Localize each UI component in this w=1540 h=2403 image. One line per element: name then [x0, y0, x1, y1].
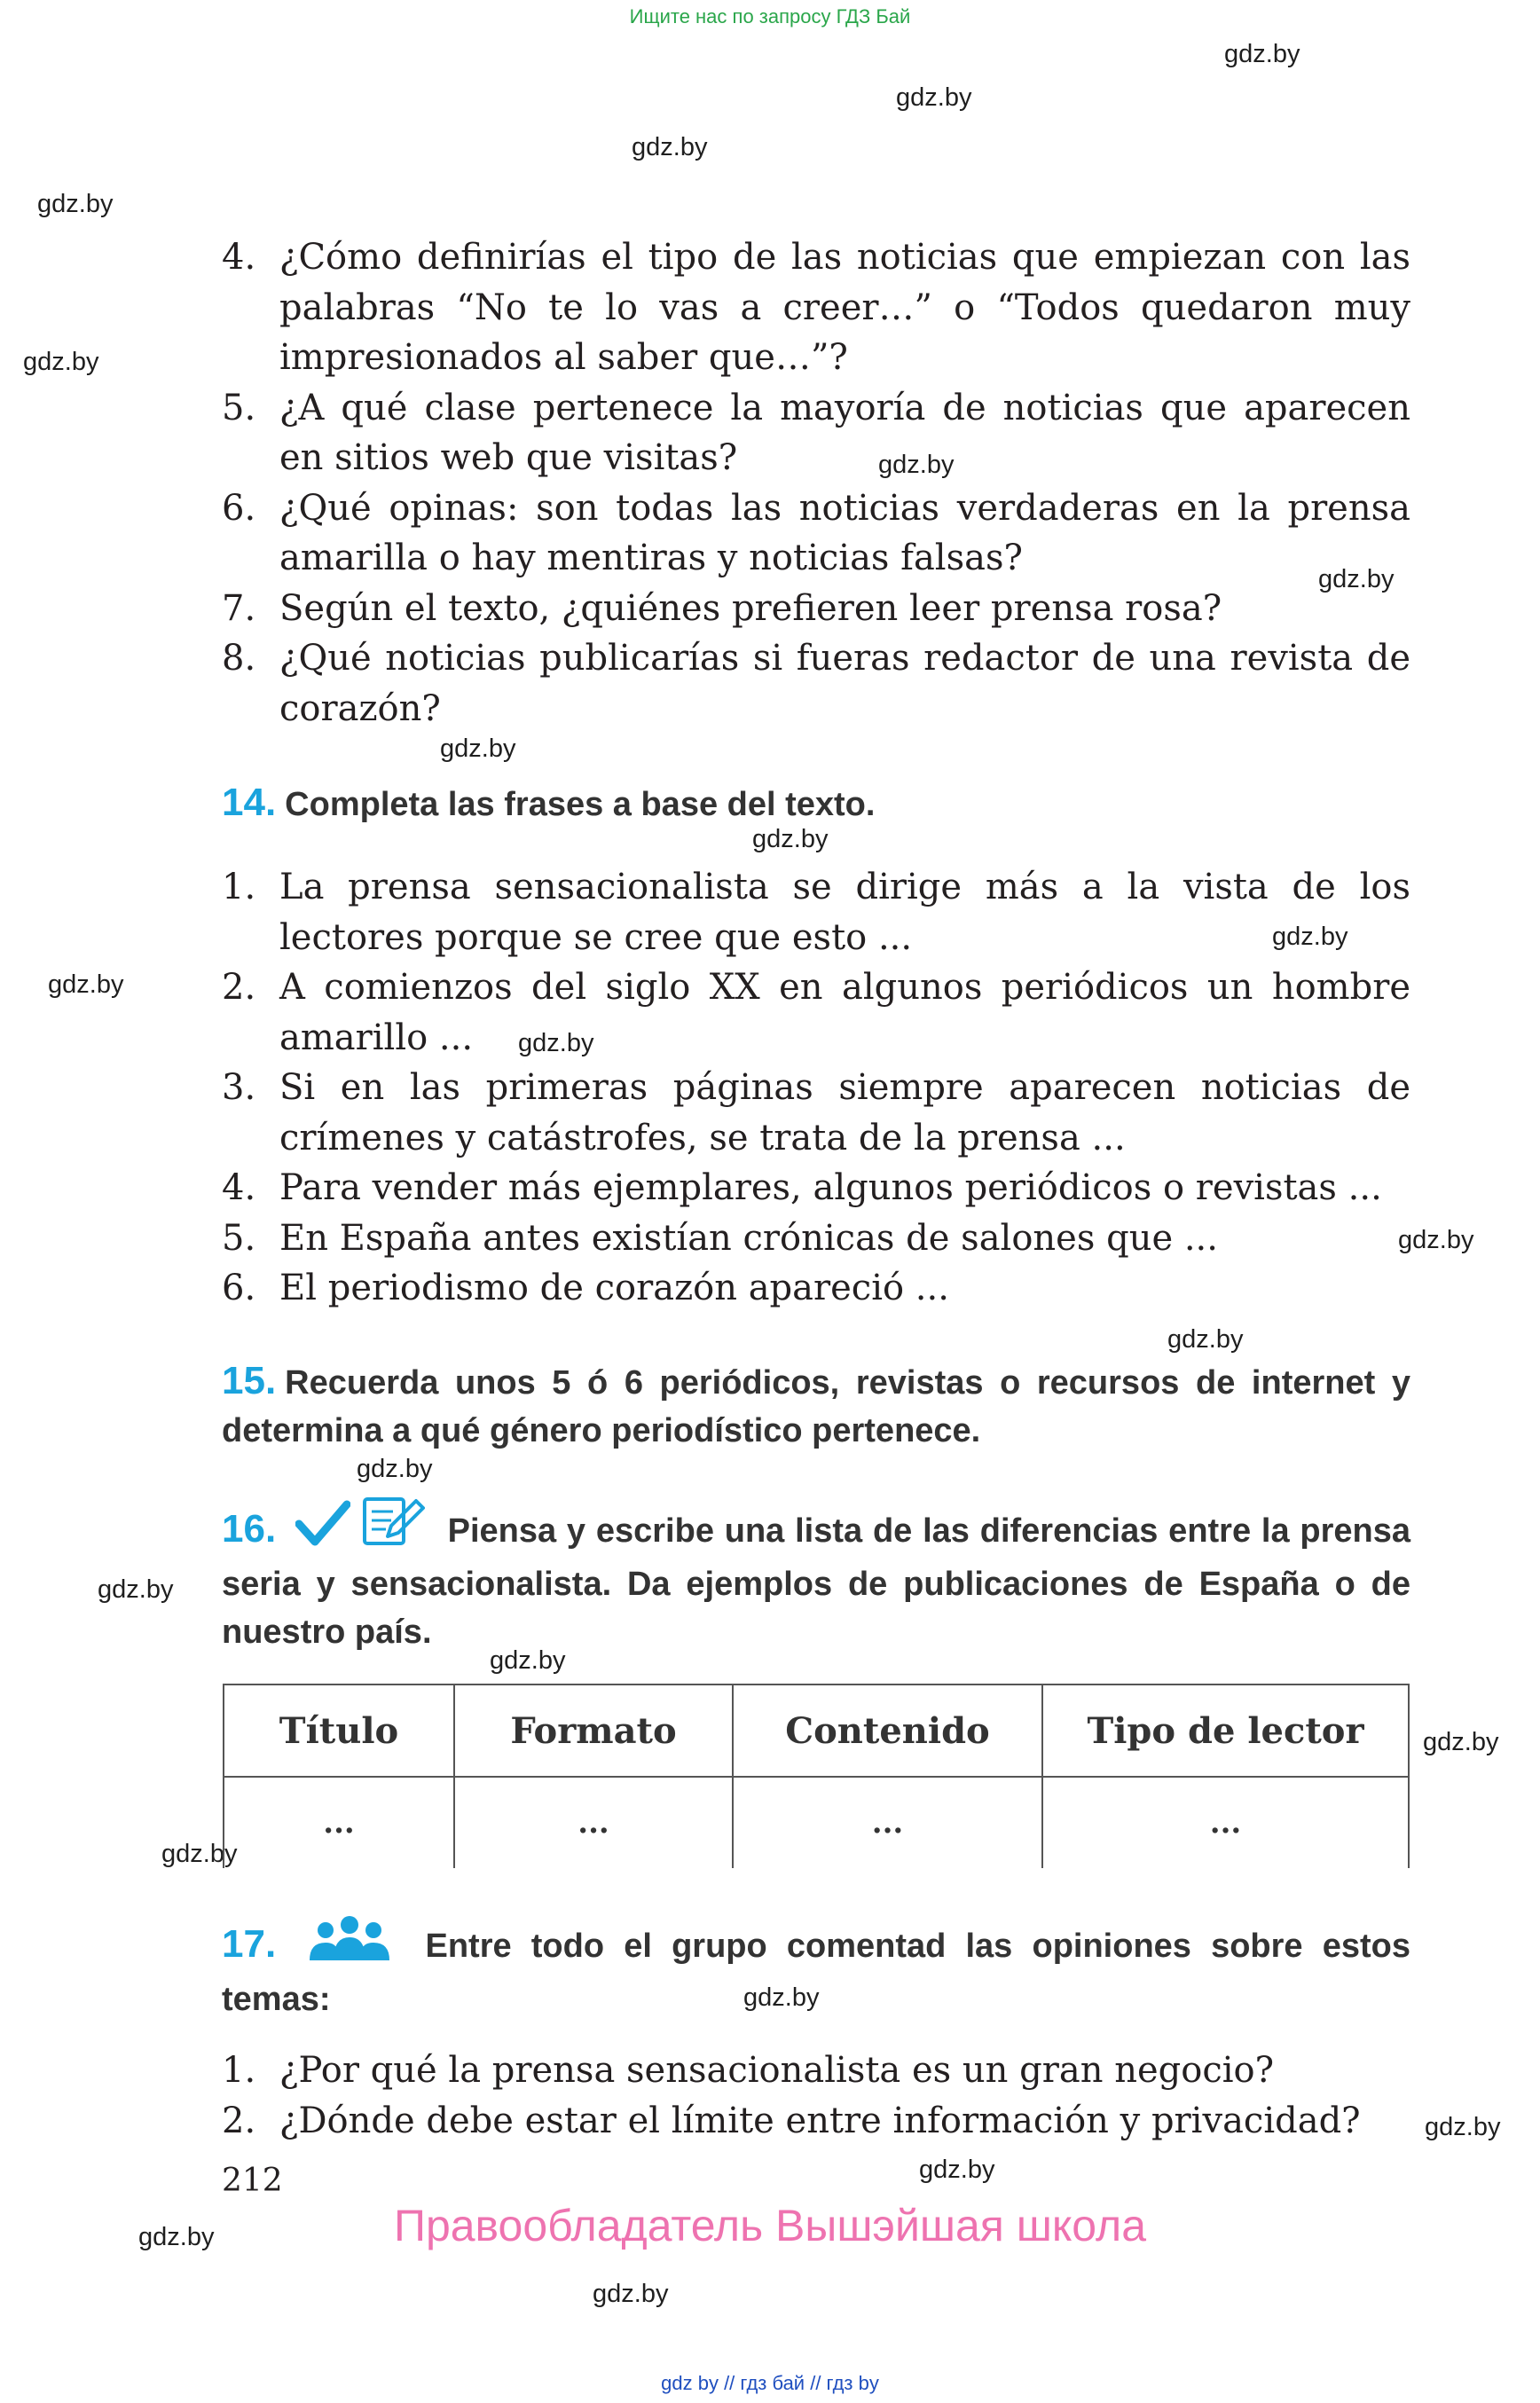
item-text: El periodismo de corazón apareció ... [279, 1268, 949, 1308]
item-text: En España antes existían crónicas de salones que ... [279, 1217, 1218, 1259]
item-text: ¿Qué opinas: son todas las noticias verdaderas en la prensa amarilla o hay mentiras y noticias falsas? [279, 487, 1410, 578]
table-cell: ... [454, 1777, 733, 1868]
list-item [222, 862, 1410, 962]
list-item [222, 1213, 1410, 1264]
item-number: 1. [222, 867, 256, 907]
item-text: ¿Dónde debe estar el límite entre información y privacidad? [279, 2100, 1361, 2141]
watermark: gdz.by [161, 1840, 238, 1868]
list-item [222, 962, 1410, 1063]
item-text: ¿Qué noticias publicarías si fueras redactor de una revista de corazón? [279, 638, 1410, 729]
exercise-17 [222, 1914, 1410, 2023]
list-item [222, 1163, 1410, 1213]
exercise-16 [222, 1496, 1410, 1656]
list-item [222, 2096, 1410, 2147]
table-header: Contenido [733, 1684, 1042, 1777]
item-number: 8. [222, 638, 256, 679]
watermark: gdz.by [1167, 1325, 1244, 1354]
item-number: 3. [222, 1067, 256, 1108]
watermark: gdz.by [1398, 1226, 1474, 1254]
item-number: 7. [222, 587, 256, 629]
item-text: Para vender más ejemplares, algunos periódicos o revistas ... [279, 1167, 1382, 1208]
watermark: gdz.by [1224, 40, 1300, 68]
item-text: ¿Por qué la prensa sensacionalista es un gran negocio? [279, 2050, 1275, 2091]
table-header: Tipo de lector [1042, 1684, 1409, 1777]
watermark: gdz.by [490, 1646, 566, 1675]
comparison-table [223, 1684, 1410, 1868]
question-list [222, 232, 1410, 734]
sentence-list [222, 862, 1410, 1314]
watermark: gdz.by [48, 970, 124, 999]
list-item [222, 633, 1410, 734]
table-header-row [224, 1684, 1409, 1777]
watermark: gdz.by [23, 348, 99, 376]
top-link[interactable]: Ищите нас по запросу ГДЗ Бай [629, 5, 911, 27]
table-header: Formato [454, 1684, 733, 1777]
exercise-number: 16. [222, 1507, 277, 1551]
item-number: 1. [222, 2050, 256, 2091]
watermark: gdz.by [518, 1029, 594, 1057]
watermark: gdz.by [98, 1575, 174, 1604]
item-text: ¿Cómo definirías el tipo de las noticias que empiezan con las palabras “No te lo vas a creer…” o “Todos quedaron muy impresionados al saber que…”? [279, 237, 1410, 378]
watermark: gdz.by [37, 190, 114, 218]
page-number: 212 [222, 2163, 283, 2199]
watermark: gdz.by [896, 83, 972, 112]
group-people-icon [304, 1914, 395, 1975]
watermark: gdz.by [919, 2156, 995, 2184]
watermark: gdz.by [1272, 923, 1348, 951]
exercise-14 [222, 779, 1410, 828]
item-text: ¿A qué clase pertenece la mayoría de noticias que aparecen en sitios web que visitas? [279, 387, 1410, 478]
item-text: Según el texto, ¿quiénes prefieren leer prensa rosa? [279, 587, 1222, 629]
exercise-number: 14. [222, 781, 277, 824]
item-number: 6. [222, 487, 256, 529]
exercise-instruction: Recuerda unos 5 ó 6 periódicos, revistas o recursos de internet y determina a qué género periodístico pertenece. [222, 1364, 1410, 1449]
watermark: gdz.by [440, 734, 516, 763]
table-header: Título [224, 1684, 454, 1777]
notepad-pencil-icon [361, 1496, 425, 1560]
list-item [222, 584, 1410, 634]
item-text: Si en las primeras páginas siempre aparecen noticias de crímenes y catástrofes, se trata de la prensa ... [279, 1067, 1410, 1158]
item-number: 2. [222, 967, 256, 1008]
item-number: 2. [222, 2100, 256, 2141]
table-cell: ... [733, 1777, 1042, 1868]
list-item [222, 1063, 1410, 1163]
bottom-links[interactable]: gdz by // гдз бай // гдз by [661, 2372, 879, 2394]
list-item [222, 483, 1410, 584]
watermark: gdz.by [878, 451, 955, 479]
watermark: gdz.by [632, 133, 708, 161]
exercise-number: 15. [222, 1359, 277, 1402]
item-number: 4. [222, 237, 256, 278]
exercise-15 [222, 1357, 1410, 1455]
rights-holder: Правообладатель Вышэйшая школа [394, 2201, 1146, 2250]
watermark: gdz.by [357, 1455, 433, 1483]
item-number: 5. [222, 387, 256, 428]
list-item [222, 232, 1410, 383]
list-item [222, 2046, 1410, 2096]
item-text: La prensa sensacionalista se dirige más a la vista de los lectores porque se cree que esto ... [279, 867, 1410, 958]
item-number: 4. [222, 1167, 256, 1208]
watermark: gdz.by [1423, 1728, 1499, 1756]
exercise-number: 17. [222, 1922, 277, 1966]
item-number: 5. [222, 1217, 256, 1259]
table-cell: ... [224, 1777, 454, 1868]
exercise-instruction: Piensa y escribe una lista de las diferencias entre la prensa seria y sensacionalista. Da ejemplos de publicaciones de España o de nuestro país. [222, 1512, 1411, 1651]
discussion-list [222, 2046, 1410, 2146]
exercise-instruction: Entre todo el grupo comentad las opiniones sobre estos temas: [222, 1928, 1410, 2018]
table-row [224, 1777, 1409, 1868]
watermark: gdz.by [138, 2223, 215, 2251]
checkmark-icon [295, 1499, 350, 1560]
table-cell: ... [1042, 1777, 1409, 1868]
watermark: gdz.by [1318, 565, 1395, 593]
list-item [222, 383, 1410, 483]
watermark: gdz.by [593, 2280, 669, 2308]
item-number: 6. [222, 1268, 256, 1308]
exercise-instruction: Completa las frases a base del texto. [285, 786, 876, 823]
watermark: gdz.by [743, 1983, 820, 2012]
list-item [222, 1263, 1410, 1314]
item-text: A comienzos del siglo XX en algunos periódicos un hombre amarillo ... [279, 967, 1410, 1058]
watermark: gdz.by [752, 825, 829, 853]
watermark: gdz.by [1425, 2113, 1501, 2141]
